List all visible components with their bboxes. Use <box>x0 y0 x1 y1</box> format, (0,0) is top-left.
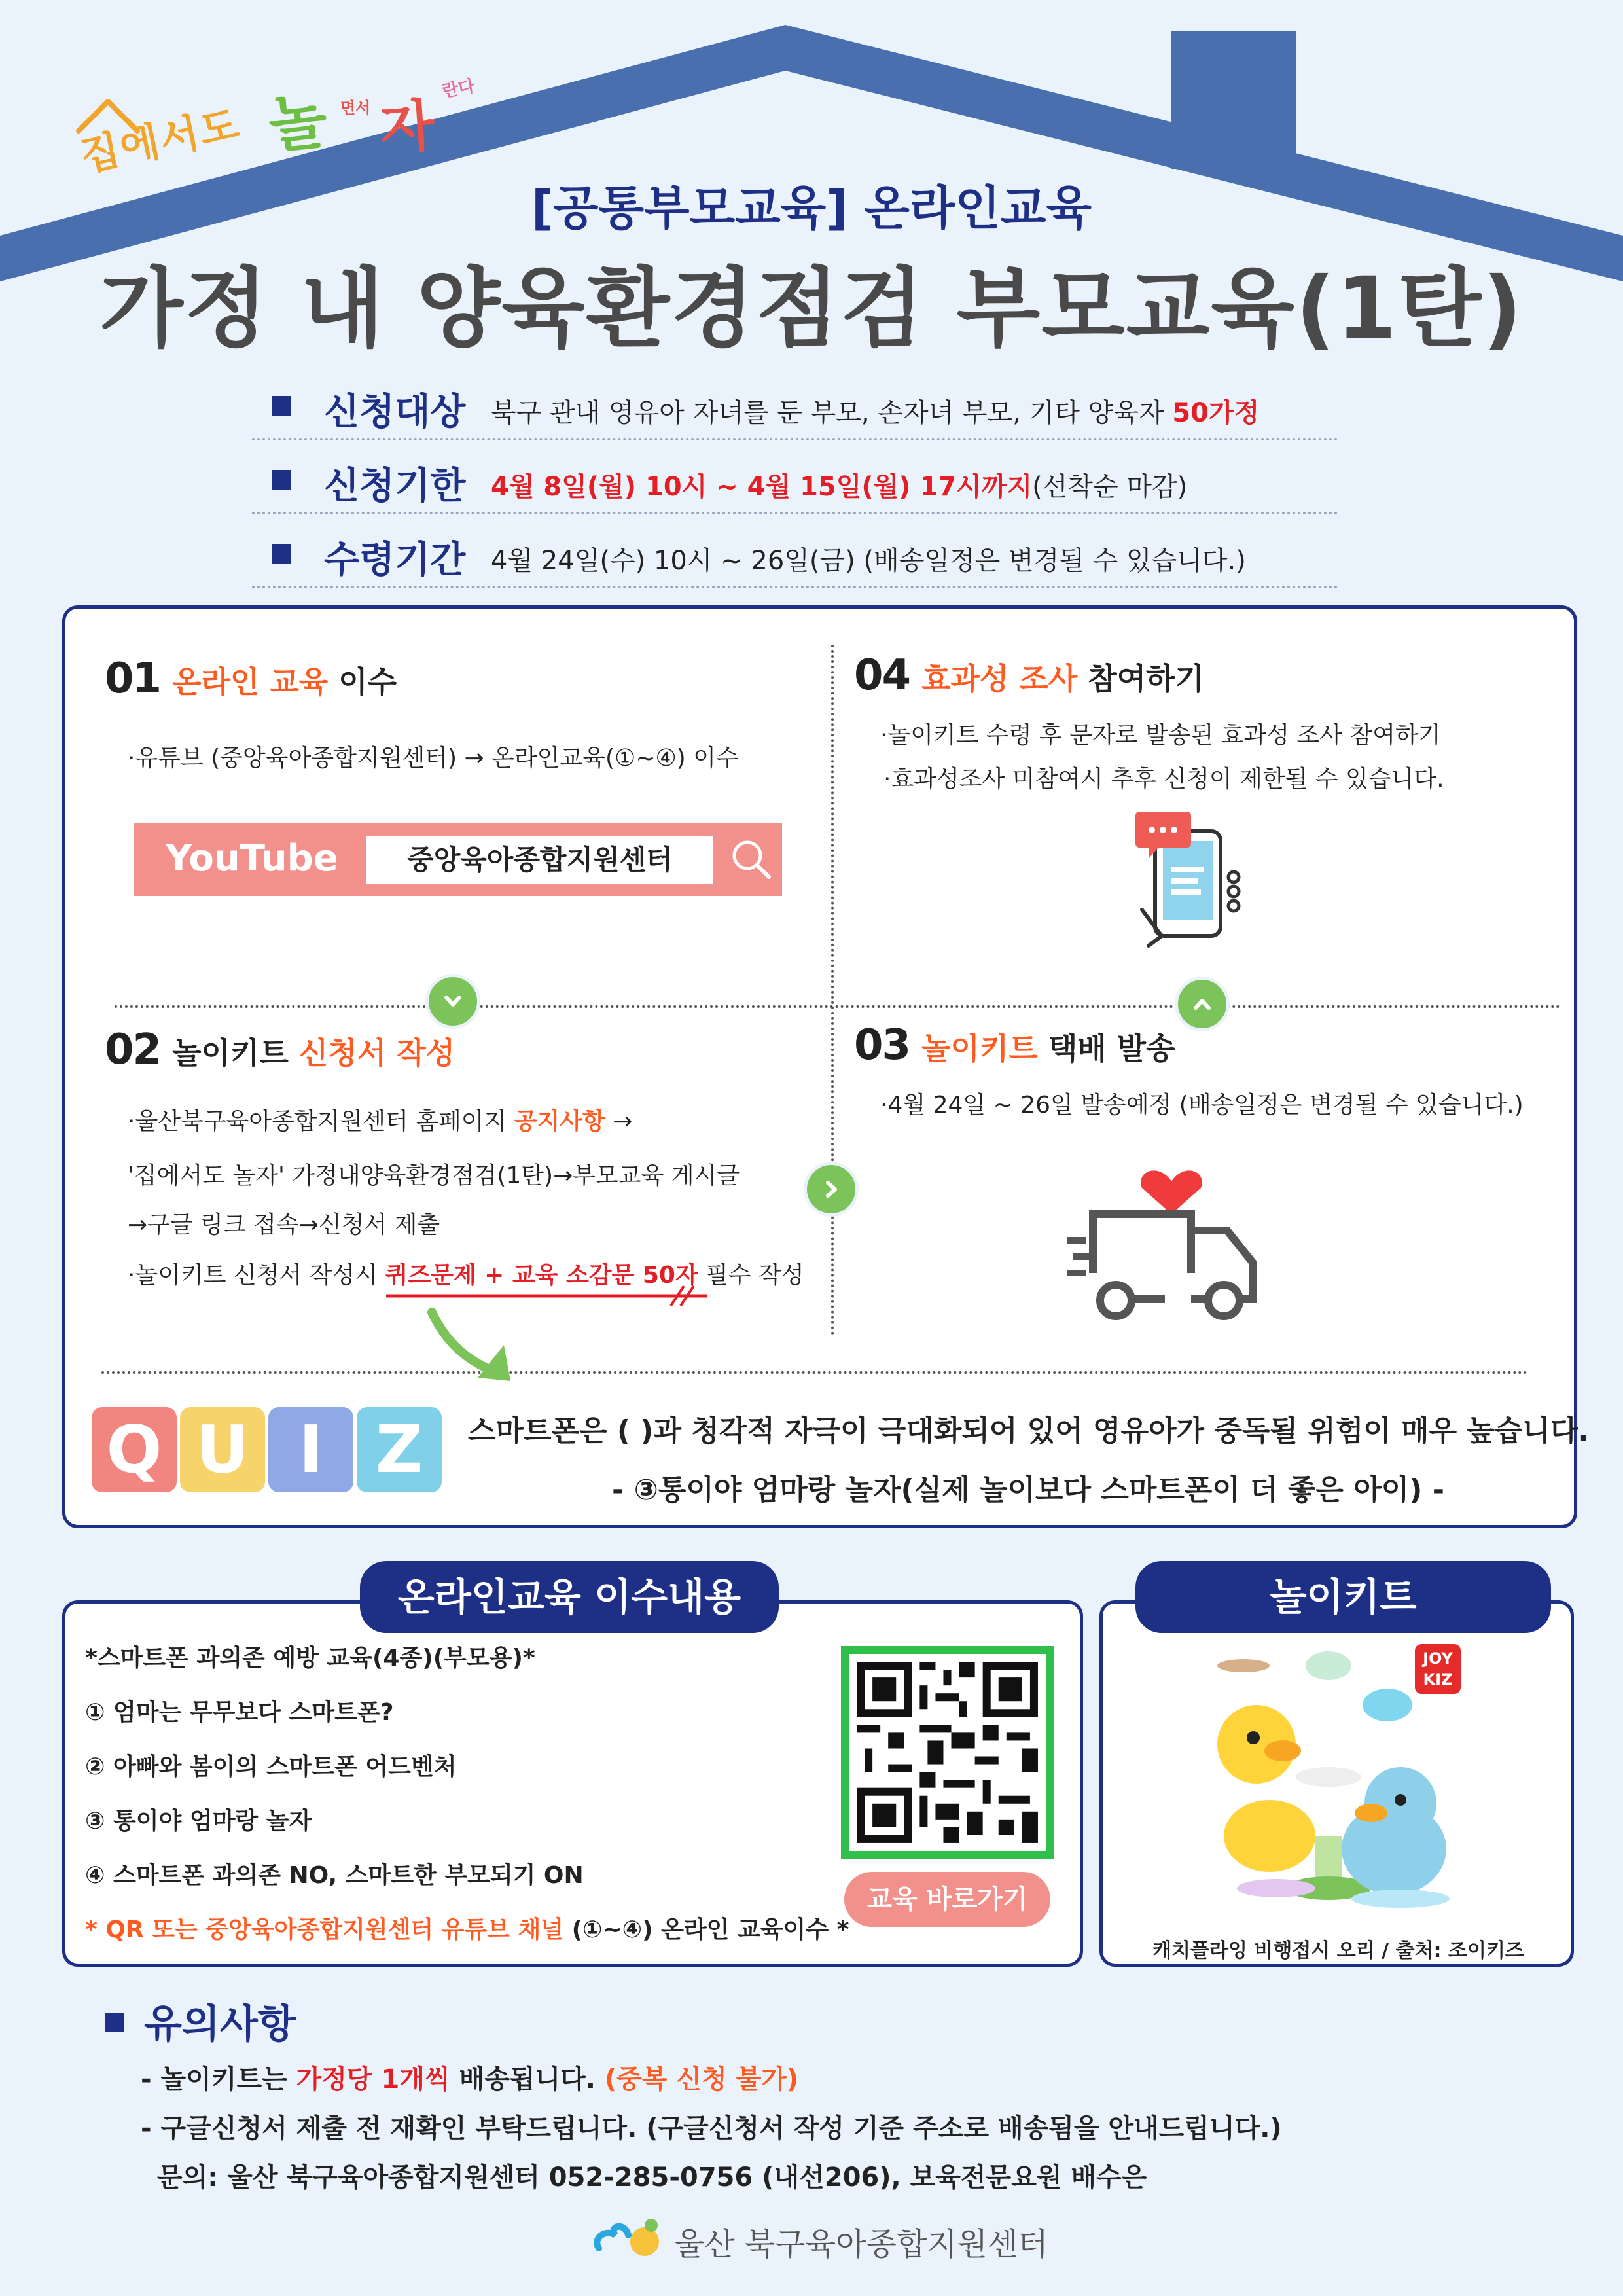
search-icon[interactable] <box>726 834 776 884</box>
arrow-down-button <box>425 974 480 1029</box>
youtube-search-bar[interactable] <box>134 823 782 896</box>
footer-org-name: 울산 북구육아종합지원센터 <box>674 2226 1048 2263</box>
step-03-line: ·4월 24일 ~ 26일 발송예정 (배송일정은 변경될 수 있습니다.) <box>880 1092 1524 1119</box>
logo-text-2: 놀 <box>265 85 331 162</box>
step-03-heading: 03 놀이키트 택배 발송 <box>854 1021 1175 1069</box>
info-label: 수령기간 <box>324 539 466 581</box>
step-01-line: ·유튜브 (중앙육아종합지원센터) → 온라인교육(①~④) 이수 <box>128 745 739 772</box>
arrow-right-button <box>804 1162 859 1217</box>
quiz-tile: Z <box>357 1407 442 1492</box>
kit-caption: 캐치플라잉 비행접시 오리 / 출처: 조이키즈 <box>1152 1939 1524 1962</box>
bullet-square <box>272 544 291 564</box>
contact-line: 문의: 울산 북구육아종합지원센터 052-285-0756 (내선206), 보육전문요원 배수은 <box>157 2162 1147 2193</box>
youtube-search-input[interactable]: 중앙육아종합지원센터 <box>366 836 713 884</box>
notes-heading: 유의사항 <box>105 1993 296 2049</box>
footer-org <box>589 2212 1047 2265</box>
quiz-tile: I <box>268 1407 353 1492</box>
quiz-tile: Q <box>92 1407 177 1492</box>
chevron-down-icon <box>440 988 466 1014</box>
page-title: 가정 내 양육환경점검 부모교육(1탄) <box>99 259 1524 359</box>
quiz-question: 스마트폰은 ( )과 청각적 자극이 극대화되어 있어 영유아가 중독될 위험이 매우 높습니다. <box>468 1414 1590 1448</box>
divider-vertical <box>831 645 834 1335</box>
youtube-label: YouTube <box>166 837 338 880</box>
logo-text-1: 집에서도 <box>76 99 245 181</box>
education-line: ② 아빠와 봄이의 스마트폰 어드벤처 <box>85 1753 457 1780</box>
quiz-tile: U <box>180 1407 265 1492</box>
info-label: 신청대상 <box>324 391 466 433</box>
education-line: ① 엄마는 무무보다 스마트폰? <box>85 1699 394 1726</box>
info-row-target <box>252 370 1338 440</box>
step-04-line: ·효과성조사 미참여시 추후 신청이 제한될 수 있습니다. <box>883 766 1444 793</box>
qr-code[interactable] <box>841 1646 1054 1859</box>
note-line: - 놀이키트는 가정당 1개씩 배송됩니다. (중복 신청 불가) <box>141 2064 799 2094</box>
chevron-right-icon <box>818 1176 844 1202</box>
step-02-line: ·울산북구육아종합지원센터 홈페이지 공지사항 → <box>128 1108 633 1135</box>
quiz-answer: - ③통이야 엄마랑 놀자(실제 놀이보다 스마트폰이 더 좋은 아이) - <box>612 1473 1444 1507</box>
step-02-line: ·놀이키트 신청서 작성시 퀴즈문제 + 교육 소감문 50자 필수 작성 <box>128 1262 804 1289</box>
logo-text-5: 란다 <box>440 76 476 102</box>
divider-horizontal <box>115 1005 1561 1008</box>
info-row-receive <box>252 518 1338 588</box>
step-02-line: →구글 링크 접속→신청서 제출 <box>128 1211 440 1238</box>
info-text: 4월 24일(수) 10시 ~ 26일(금) (배송일정은 변경될 수 있습니다.) <box>491 546 1246 576</box>
step-02-line: '집에서도 놀자' 가정내양육환경점검(1탄)→부모교육 게시글 <box>128 1162 740 1189</box>
step-02-heading: 02 놀이키트 신청서 작성 <box>105 1026 455 1074</box>
info-text: 북구 관내 영유아 자녀를 둔 부모, 손자녀 부모, 기타 양육자 50가정 <box>491 398 1260 428</box>
phone-survey-icon <box>1122 805 1253 956</box>
education-qr-note: * QR 또는 중앙육아종합지원센터 유튜브 채널 (①~④) 온라인 교육이수 * <box>85 1916 849 1943</box>
chevron-up-icon <box>1189 991 1215 1017</box>
note-line: - 구글신청서 제출 전 재확인 부탁드립니다. (구글신청서 작성 기준 주소로 배송됨을 안내드립니다.) <box>141 2113 1282 2144</box>
step-04-heading: 04 효과성 조사 참여하기 <box>854 651 1205 700</box>
brand-logo: JOY KIZ <box>1415 1644 1461 1694</box>
bullet-square <box>272 396 291 416</box>
arrow-up-button <box>1175 977 1230 1031</box>
bullet-square <box>272 470 291 490</box>
education-link-button[interactable]: 교육 바로가기 <box>844 1872 1050 1927</box>
education-line: *스마트폰 과의존 예방 교육(4종)(부모용)* <box>85 1645 535 1672</box>
delivery-truck-icon <box>1067 1142 1283 1338</box>
qr-code-image <box>849 1654 1046 1851</box>
logo-text-4: 자 <box>378 93 437 162</box>
info-text: 4월 8일(월) 10시 ~ 4월 15일(월) 17시까지(선착순 마감) <box>491 472 1188 502</box>
logo-text-3: 면서 <box>340 99 371 117</box>
page-subtitle: [공통부모교육] 온라인교육 <box>531 181 1092 236</box>
info-label: 신청기한 <box>324 465 466 507</box>
divider-horizontal <box>101 1371 1528 1374</box>
info-row-period <box>252 444 1338 514</box>
step-01-heading: 01 온라인 교육 이수 <box>105 655 397 703</box>
education-line: ③ 통이야 엄마랑 놀자 <box>85 1808 312 1835</box>
underline-arrow-graphic <box>380 1283 720 1388</box>
education-line: ④ 스마트폰 과의존 NO, 스마트한 부모되기 ON <box>85 1862 584 1889</box>
step-04-line: ·놀이키트 수령 후 문자로 발송된 효과성 조사 참여하기 <box>880 722 1441 749</box>
bullet-square <box>105 2013 124 2032</box>
education-title: 온라인교육 이수내용 <box>360 1561 779 1633</box>
org-logo-icon <box>589 2212 668 2265</box>
kit-title: 놀이키트 <box>1135 1561 1551 1633</box>
